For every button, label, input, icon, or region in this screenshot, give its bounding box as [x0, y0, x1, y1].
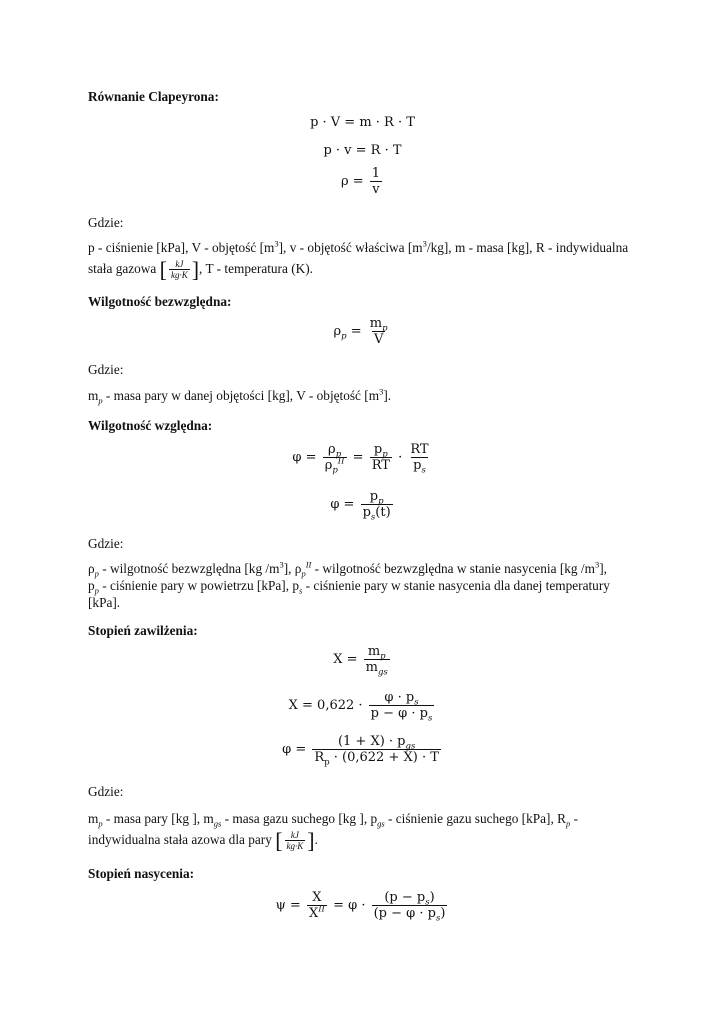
- equation-clapeyron-1: p · V = m · R · T: [310, 115, 415, 130]
- unit-num: kJ: [175, 259, 184, 270]
- density-numerator: 1: [371, 166, 381, 181]
- equation-clapeyron-2: p · v = R · T: [323, 143, 402, 158]
- heading-relative-humidity: Wilgotność względna:: [88, 418, 213, 433]
- desc-text: p - ciśnienie [kPa], V - objętość [m: [88, 240, 275, 255]
- gdzie-4: Gdzie:: [88, 784, 124, 799]
- desc-text: [kPa].: [88, 595, 121, 610]
- desc-text: - ciśnienie gazu suchego [kPa],: [384, 811, 558, 826]
- desc-text: -: [570, 811, 579, 826]
- sup-3: 3: [279, 559, 284, 570]
- gdzie-1: Gdzie:: [88, 215, 124, 230]
- equation-saturation-psi: ψ = $\frac{X}{X^{II}}$ = φ · $\frac{(p - p_s)}{(p - \varphi \cdot p_s)}$: [275, 890, 446, 924]
- desc-text: - ciśnienie pary w powietrzu [kPa],: [98, 578, 293, 593]
- unit-num: kJ: [290, 830, 299, 841]
- gdzie-3: Gdzie:: [88, 536, 124, 551]
- relative-humidity-description: $\rho_p$ - wilgotność bezwzględna [kg $/m^3$], $\rho_p^{II}$ - wilgotność bezwzględna w stanie nasycenia [kg $/m^3$], $p_p$ - ciśnienie pary w powietrzu [kPa], $p_s$ - ciśnienie pary w stanie nasycenia dla danej temperatury [kPa].: [88, 559, 610, 610]
- desc-text: indywidualna stała azowa dla pary: [88, 832, 272, 847]
- desc-text: - ciśnienie pary w stanie nasycenia dla danej temperatury: [302, 578, 610, 593]
- density-lhs: ρ =: [340, 174, 364, 189]
- clapeyron-description: [88, 239, 658, 280]
- desc-text: /kg], m - masa [kg], R - indywidualna: [426, 240, 629, 255]
- absolute-humidity-description: [88, 387, 648, 404]
- desc-text: - masa pary [kg ],: [102, 811, 204, 826]
- unit-bracket: [ $\frac{kJ}{kg\cdot K}$ ]: [275, 827, 315, 853]
- unit-den: kg·K: [170, 270, 188, 281]
- unit-den: kg·K: [286, 841, 304, 852]
- heading-absolute-humidity: Wilgotność bezwzględna:: [88, 294, 232, 309]
- desc-text: , T - temperatura (K).: [199, 261, 313, 276]
- sup-3: 3: [379, 386, 384, 397]
- coef-0622: 0,622: [317, 698, 355, 713]
- desc-text: ],: [283, 561, 295, 576]
- equation-absolute-humidity: $\rho_p$ = $\frac{m_p}{V}$: [333, 316, 388, 347]
- density-denominator: v: [372, 182, 380, 197]
- desc-text: - masa gazu suchego [kg ],: [221, 811, 371, 826]
- unit-bracket: [ $\frac{kJ}{kg\cdot K}$ ]: [159, 256, 200, 282]
- heading-saturation: Stopień nasycenia:: [88, 866, 195, 881]
- gdzie-2: Gdzie:: [88, 362, 124, 377]
- desc-text: - wilgotność bezwzględna [kg /m: [98, 561, 280, 576]
- equation-relative-humidity-2: φ = $\frac{p_p}{p_s(t)}$: [330, 489, 391, 523]
- equation-saturation-3: φ = $\frac{(1 + X) \cdot p_{gs}}{R_p \cdot (0,622 + X) \cdot T}$: [282, 734, 439, 768]
- desc-text: ],: [599, 561, 607, 576]
- desc-text: m: [88, 388, 99, 403]
- heading-clapeyron: Równanie Clapeyrona:: [88, 89, 219, 104]
- equation-saturation-2: X = 0,622 · $\frac{\varphi \cdot p_s}{p - \varphi \cdot p_s}$: [288, 690, 433, 724]
- desc-text: ].: [383, 388, 392, 403]
- sup-3: 3: [274, 238, 279, 249]
- heading-saturation-degree: Stopień zawilżenia:: [88, 623, 198, 638]
- sup-3: 3: [594, 559, 600, 570]
- desc-text: stała gazowa: [88, 261, 157, 276]
- sup-3: 3: [422, 238, 427, 249]
- desc-text: .: [314, 832, 318, 847]
- desc-sub: p: [98, 395, 103, 406]
- desc-text: - masa pary w danej objętości [kg], V - objętość [m: [102, 388, 380, 403]
- saturation-degree-description: $m_p$ - masa pary [kg ], $m_{gs}$ - masa gazu suchego [kg ], $p_{gs}$ - ciśnienie gazu suchego [kPa], $R_p$ - indywidualna stała azowa dla pary [ $\frac{kJ}{kg\cdot K}$ ] .: [88, 811, 579, 853]
- coef-0622: 0,622: [347, 750, 385, 765]
- desc-text: - wilgotność bezwzględna w stanie nasycenia [kg /m: [311, 561, 595, 576]
- density-fraction: [370, 166, 382, 197]
- desc-text: ], v - objętość właściwa [m: [278, 240, 423, 255]
- equation-density: [0, 166, 725, 197]
- equation-saturation-1: X = $\frac{m_p}{m_{gs}}$: [333, 644, 388, 678]
- equation-relative-humidity-1: φ = $\frac{\rho_p}{\rho_p^{II}}$ = $\frac{p_p}{RT}$ · $\frac{RT}{p_s}$: [292, 442, 429, 476]
